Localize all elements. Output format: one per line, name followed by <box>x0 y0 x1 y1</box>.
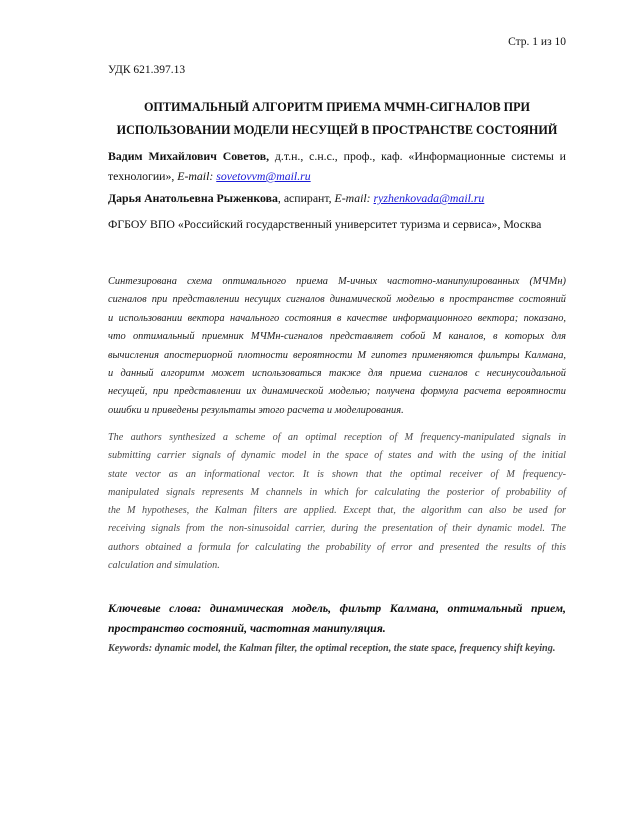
abstract-russian <box>108 273 566 420</box>
author-1-name: Вадим Михайлович Советов, <box>108 149 270 163</box>
abstract-en-line: calculation and simulation. <box>108 560 220 572</box>
abstract-en-line: The authors synthesized a scheme of an optimal reception of M frequency-manipulated signals in <box>108 432 566 443</box>
abstract-ru-line: и данный алгоритм может использоваться также для приема сигналов с несинусоидальной <box>108 368 566 380</box>
abstract-ru-line: сигналов при представлении несущих сигналов динамической моделью в пространстве состояний <box>108 294 566 306</box>
abstract-en-line: the M hypotheses, the Kalman filters are applied. Except that, the algorithm can also be used for <box>108 505 566 517</box>
abstract-en-line: authors obtained a formula for calculating the probability of error and presented the results of this <box>108 541 566 553</box>
author-2-name: Дарья Анатольевна Рыженкова <box>108 191 278 205</box>
author-1-details: д.т.н., с.н.с., проф., каф. «Информационные системы и технологии», <box>108 149 566 183</box>
page-number: Стр. 1 из 10 <box>508 36 566 48</box>
abstract-en-line: manipulated signals represents M channels in which for calculating the posterior of probability of <box>108 486 566 498</box>
affiliation: ФГБОУ ВПО «Российский государственный университет туризма и сервиса», Москва <box>108 217 542 231</box>
abstract-en-line: state vector as an informational vector. It is shown that the optimal receiver of M frequency- <box>108 468 566 480</box>
author-2-details: , аспирант, <box>277 191 335 205</box>
abstract-ru-line: и использовании вектора начального состояния в качестве информационного вектора; показано, <box>108 312 566 324</box>
abstract-ru-line: что оптимальный приемник МЧМн-сигналов представляет собой М каналов, в которых для <box>108 331 566 343</box>
author-1 <box>108 146 566 186</box>
author-2-email-label: E-mail: <box>334 191 374 205</box>
abstract-ru-line: вычисления апостериорной плотности вероятности М гипотез применяются фильтры Калмана, <box>108 349 566 361</box>
author-2-email-link[interactable]: ryzhenkovada@mail.ru <box>373 191 485 205</box>
author-2 <box>108 191 566 206</box>
abstract-ru-line: ошибки и приведены результаты этого расчета и моделирования. <box>108 404 404 416</box>
abstract-ru-line: несущей, при представлении их динамической моделью; получена формула расчета вероятности <box>108 386 566 398</box>
udk-code: УДК 621.397.13 <box>108 64 186 76</box>
abstract-en-line: receiving signals from the non-sinusoidal carrier, during the presentation of their dynamic model. The <box>108 523 566 535</box>
paper-title: ОПТИМАЛЬНЫЙ АЛГОРИТМ ПРИЕМА МЧМН-СИГНАЛОВ ПРИ ИСПОЛЬЗОВАНИИ МОДЕЛИ НЕСУЩЕЙ В ПРОСТРАНСТВЕ СОСТОЯНИЙ <box>116 100 558 137</box>
author-1-email-link[interactable]: sovetovvm@mail.ru <box>216 169 311 183</box>
keywords-russian: Ключевые слова: динамическая модель, фильтр Калмана, оптимальный прием, пространство состояний, частотная манипуляция. <box>108 601 566 635</box>
keywords-english: Keywords: dynamic model, the Kalman filter, the optimal reception, the state space, frequency shift keying. <box>108 643 556 654</box>
abstract-ru-line: Синтезирована схема оптимального приема М-ичных частотно-манипулированных (МЧМн) <box>108 276 566 287</box>
author-1-email-label: E-mail: <box>177 169 217 183</box>
abstract-english <box>108 429 566 575</box>
abstract-en-line: submitting carrier signals of dynamic model in the space of states and with the using of the initial <box>108 450 566 462</box>
